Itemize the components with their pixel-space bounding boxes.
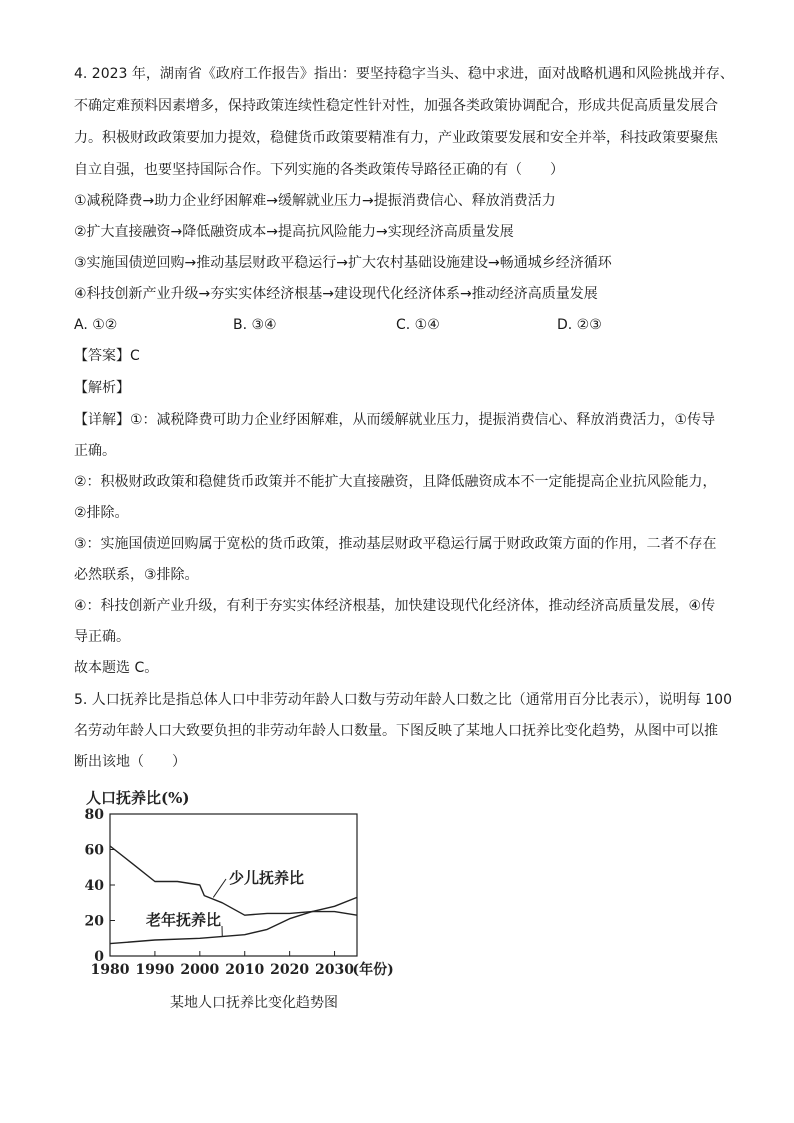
- x-tick-label: 1980: [90, 962, 130, 978]
- q5-stem-line-2: 名劳动年龄人口大致要负担的非劳动年龄人口数量。下图反映了某地人口抚养比变化趋势，从图中可以推: [74, 723, 718, 739]
- analysis-line-1: 【详解】①：减税降费可助力企业纾困解难，从而缓解就业压力，提振消费信心、释放消费活力，①传导: [74, 412, 716, 428]
- chart-caption: 某地人口抚养比变化趋势图: [170, 995, 338, 1011]
- x-tick-label: 2030: [315, 962, 355, 978]
- y-tick-label: 60: [84, 842, 104, 859]
- y-tick-label: 80: [84, 807, 104, 823]
- series-label-child: 少儿抚养比: [229, 869, 305, 887]
- child-label-pointer: [213, 879, 226, 897]
- analysis-conclusion: 故本题选 C。: [74, 660, 159, 676]
- q4-stem-line-4: 自立自强，也要坚持国际合作。下列实施的各类政策传导路径正确的有（ ）: [74, 162, 564, 178]
- option-c: C. ①④: [396, 317, 440, 333]
- analysis-line-8: 导正确。: [74, 629, 130, 645]
- x-tick-label: 2000: [180, 962, 220, 978]
- q4-item-3: ③实施国债逆回购→推动基层财政平稳运行→扩大农村基础设施建设→畅通城乡经济循环: [74, 255, 612, 271]
- series-label-elderly: 老年抚养比: [146, 911, 222, 929]
- y-tick-label: 20: [84, 913, 104, 930]
- answer-label: 【答案】C: [74, 348, 140, 364]
- analysis-line-6: 必然联系，③排除。: [74, 567, 199, 583]
- analysis-label: 【解析】: [74, 380, 130, 396]
- analysis-line-4: ②排除。: [74, 505, 129, 521]
- analysis-line-3: ②：积极财政政策和稳健货币政策并不能扩大直接融资，且降低融资成本不一定能提高企业抗风险能力，: [74, 474, 717, 490]
- x-axis-label: (年份): [352, 962, 394, 978]
- q4-stem-line-1: 4. 2023 年，湖南省《政府工作报告》指出：要坚持稳字当头、稳中求进，面对战略机遇和风险挑战并存、: [74, 66, 734, 82]
- q4-stem-line-2: 不确定难预料因素增多，保持政策连续性稳定性针对性，加强各类政策协调配合，形成共促高质量发展合: [74, 98, 718, 114]
- analysis-line-5: ③：实施国债逆回购属于宽松的货币政策，推动基层财政平稳运行属于财政政策方面的作用，二者不存在: [74, 536, 717, 552]
- q5-stem-line-3: 断出该地（ ）: [74, 754, 186, 770]
- analysis-line-2: 正确。: [74, 443, 116, 459]
- y-tick-label: 40: [84, 878, 104, 894]
- option-b: B. ③④: [233, 317, 277, 333]
- analysis-line-7: ④：科技创新产业升级，有利于夯实实体经济根基，加快建设现代化经济体，推动经济高质量发展，④传: [74, 598, 716, 614]
- q5-stem-line-1: 5. 人口抚养比是指总体人口中非劳动年龄人口数与劳动年龄人口数之比（通常用百分比表示），说明每 100: [74, 692, 732, 708]
- y-axis-label: 人口抚养比(%): [86, 789, 190, 807]
- x-tick-label: 1990: [135, 962, 175, 978]
- q4-item-4: ④科技创新产业升级→夯实实体经济根基→建设现代化经济体系→推动经济高质量发展: [74, 286, 598, 302]
- q4-item-2: ②扩大直接融资→降低融资成本→提高抗风险能力→实现经济高质量发展: [74, 224, 514, 240]
- q4-item-1: ①减税降费→助力企业纾困解难→缓解就业压力→提振消费信心、释放消费活力: [74, 193, 556, 209]
- option-a: A. ①②: [74, 317, 118, 333]
- y-tick-label: 0: [94, 949, 104, 965]
- option-d: D. ②③: [557, 317, 602, 333]
- x-tick-label: 2020: [270, 962, 310, 978]
- q4-stem-line-3: 力。积极财政政策要加力提效，稳健货币政策要精准有力，产业政策要发展和安全并举，科技政策要聚焦: [74, 130, 718, 146]
- x-tick-label: 2010: [225, 962, 265, 978]
